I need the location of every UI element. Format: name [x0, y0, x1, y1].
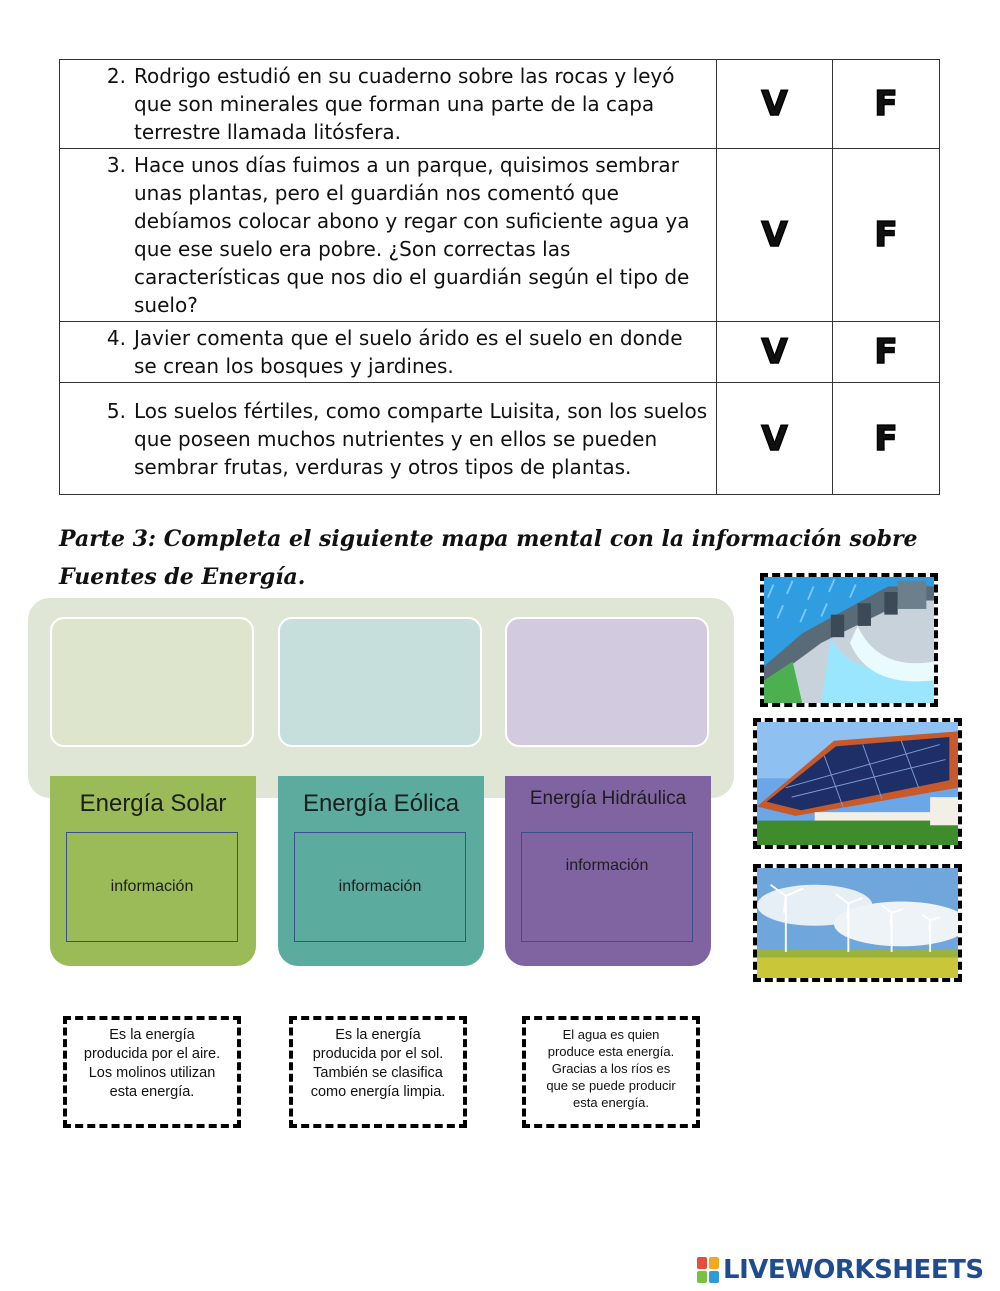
question-number: 4.	[106, 326, 126, 350]
false-option[interactable]: F	[833, 60, 940, 149]
card-hidraulica	[505, 776, 711, 966]
question-text: Rodrigo estudió en su cuaderno sobre las rocas y leyó que son minerales que forman una parte de la capa terrestre llamada litósfera.	[134, 64, 675, 144]
true-false-table	[59, 59, 940, 495]
question-text: Javier comenta que el suelo árido es el suelo en donde se crean los bosques y jardines.	[134, 326, 683, 378]
card-title: Energía Hidráulica	[529, 788, 687, 809]
question-cell	[60, 149, 717, 322]
question-number: 3.	[106, 153, 126, 177]
image-drop-zone-eolica[interactable]	[278, 617, 482, 747]
card-title: Energía Solar	[79, 790, 227, 817]
table-row	[60, 60, 940, 149]
draggable-image-solar[interactable]	[753, 718, 962, 849]
false-option[interactable]: F	[833, 322, 940, 383]
true-option[interactable]: V	[717, 383, 833, 495]
draggable-answer-solar[interactable]: Es la energía producida por el sol. También se clasifica como energía limpia.	[289, 1016, 467, 1128]
question-text: Los suelos fértiles, como comparte Luisita, son los suelos que poseen muchos nutrientes y en ellos se pueden sembrar frutas, verduras y otros tipos de plantas.	[134, 398, 708, 479]
table-row	[60, 322, 940, 383]
card-solar	[50, 776, 256, 966]
draggable-answer-hydro[interactable]: El agua es quien produce esta energía. Gracias a los ríos es que se puede producir esta energía.	[522, 1016, 700, 1128]
image-drop-zone-hidraulica[interactable]	[505, 617, 709, 747]
question-number: 2.	[106, 64, 126, 88]
solar-panel-house-icon	[757, 722, 958, 845]
table-row	[60, 383, 940, 495]
liveworksheets-logo[interactable]	[697, 1255, 984, 1285]
true-option[interactable]: V	[717, 322, 833, 383]
false-option[interactable]: F	[833, 383, 940, 495]
false-option[interactable]: F	[833, 149, 940, 322]
table-row	[60, 149, 940, 322]
draggable-image-wind[interactable]	[753, 864, 962, 982]
draggable-image-hydro[interactable]	[760, 573, 938, 707]
true-option[interactable]: V	[717, 60, 833, 149]
image-drop-zone-solar[interactable]	[50, 617, 254, 747]
info-drop-zone-eolica[interactable]: información	[294, 832, 466, 942]
hydro-dam-icon	[764, 577, 934, 703]
part3-heading: Parte 3: Completa el siguiente mapa mental con la información sobre Fuentes de Energía.	[59, 526, 918, 590]
wind-turbines-icon	[757, 868, 958, 978]
question-text: Hace unos días fuimos a un parque, quisimos sembrar unas plantas, pero el guardián nos comentó que debíamos colocar abono y regar con suficiente agua ya que ese suelo era pobre. ¿Son correctas las características que nos dio el guardián según el tipo de suelo?	[134, 153, 690, 317]
question-cell	[60, 383, 717, 495]
true-option[interactable]: V	[717, 149, 833, 322]
logo-mark-icon	[697, 1257, 719, 1283]
card-title: Energía Eólica	[302, 790, 460, 817]
draggable-answer-wind[interactable]: Es la energía producida por el aire. Los molinos utilizan esta energía.	[63, 1016, 241, 1128]
card-eolica	[278, 776, 484, 966]
question-cell	[60, 322, 717, 383]
question-cell	[60, 60, 717, 149]
info-drop-zone-hidraulica[interactable]: información	[521, 832, 693, 942]
info-drop-zone-solar[interactable]: información	[66, 832, 238, 942]
logo-text: LIVEWORKSHEETS	[723, 1255, 984, 1285]
question-number: 5.	[106, 398, 126, 423]
